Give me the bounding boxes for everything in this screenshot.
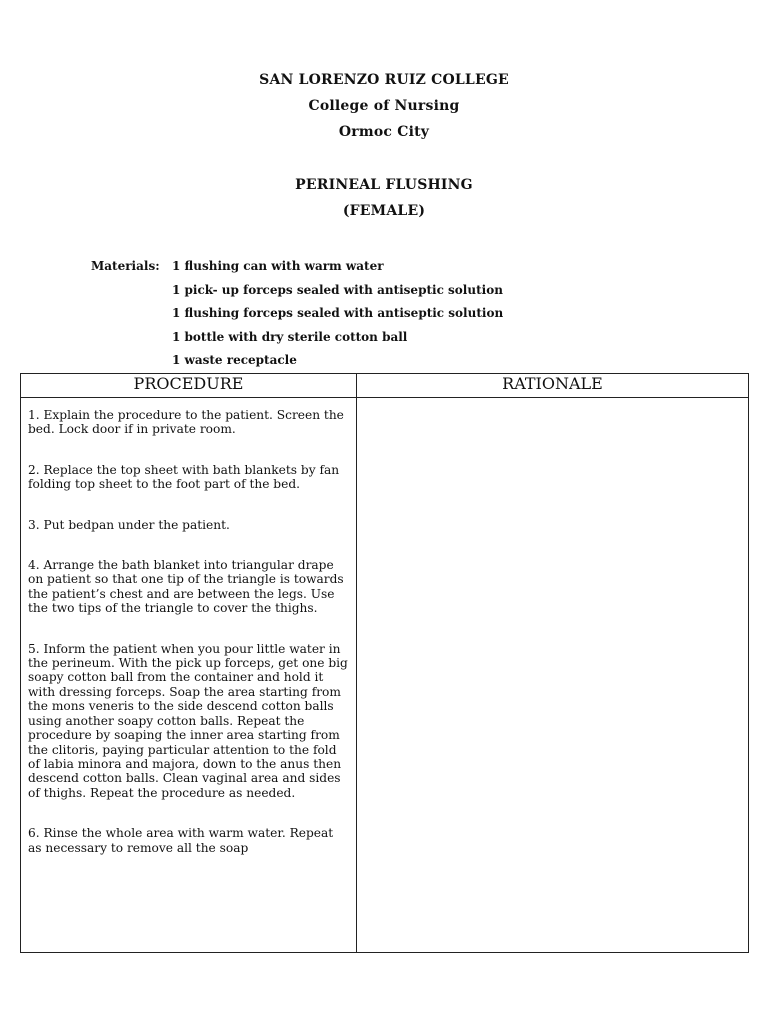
- document-subtitle: (FEMALE): [342, 203, 426, 219]
- procedure-step: 6. Rinse the whole area with warm water. Repeat as necessary to remove all the soap: [28, 826, 334, 855]
- material-item: 1 flushing forceps sealed with antiseptic solution: [172, 306, 504, 320]
- material-item: 1 flushing can with warm water: [172, 259, 384, 273]
- document-title: PERINEAL FLUSHING: [295, 177, 473, 193]
- procedure-table: [20, 373, 749, 953]
- procedure-step: 5. Inform the patient when you pour little water in the perineum. With the pick up forceps, get one big soapy cotton ball from the container and hold it with dressing forceps. Soap the area starting from the mons veneris to the side descend cotton balls using another soapy cotton balls. Repeat the procedure by soaping the inner area starting from the clitoris, paying particular attention to the fold of labia minora and majora, down to the anus then descend cotton balls. Clean vaginal area and sides of thighs. Repeat the procedure as needed.: [28, 641, 348, 800]
- material-item: 1 waste receptacle: [172, 353, 297, 367]
- city-name: Ormoc City: [338, 124, 430, 140]
- rationale-cell: [357, 398, 749, 953]
- college-name: College of Nursing: [308, 98, 460, 114]
- materials-label: Materials:: [91, 259, 160, 273]
- procedure-header: PROCEDURE: [21, 374, 357, 398]
- rationale-header: RATIONALE: [357, 374, 749, 398]
- procedure-cell: [21, 398, 357, 953]
- material-item: 1 pick- up forceps sealed with antiseptic solution: [172, 282, 503, 297]
- procedure-step: 3. Put bedpan under the patient.: [28, 517, 230, 532]
- school-name: SAN LORENZO RUIZ COLLEGE: [259, 72, 509, 88]
- procedure-step: 4. Arrange the bath blanket into triangular drape on patient so that one tip of the triangle is towards the patient’s chest and are between the legs. Use the two tips of the triangle to cover the thighs.: [28, 558, 344, 616]
- material-item: 1 bottle with dry sterile cotton ball: [172, 329, 408, 344]
- procedure-step: 2. Replace the top sheet with bath blankets by fan folding top sheet to the foot part of the bed.: [28, 462, 340, 492]
- procedure-step: 1. Explain the procedure to the patient. Screen the bed. Lock door if in private room.: [28, 408, 344, 437]
- materials-list: [172, 255, 503, 373]
